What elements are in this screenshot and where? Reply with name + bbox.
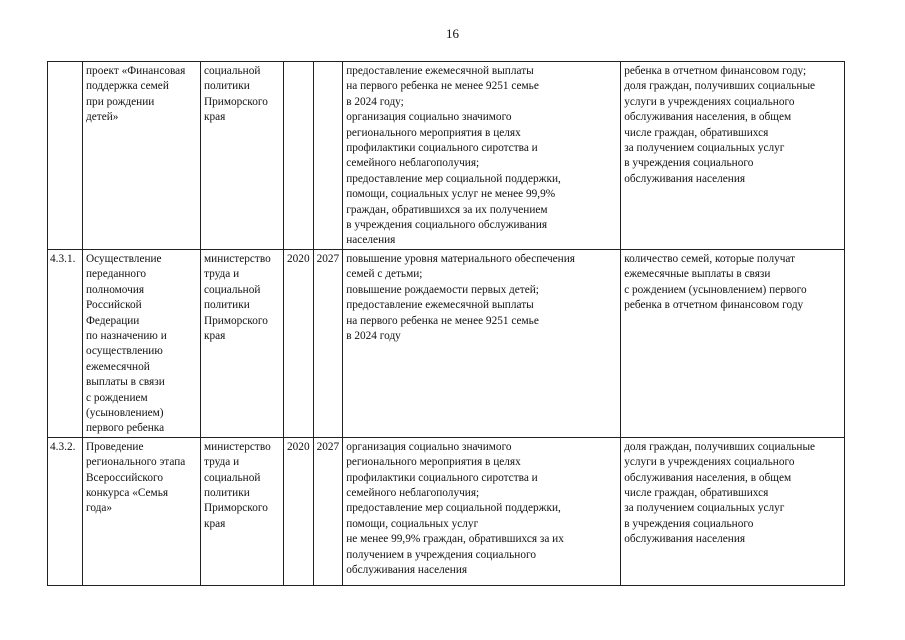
cell-line: Проведение (86, 440, 144, 453)
cell-line: повышение уровня материального обеспечения (346, 252, 575, 265)
cell-line: обслуживания населения, в общем (624, 111, 792, 124)
cell-line: ребенка в отчетном финансовом году; (624, 65, 807, 77)
cell-line: Приморского (204, 95, 268, 108)
cell-line: детей» (86, 111, 119, 124)
cell-line: числе граждан, обратившихся (624, 486, 769, 499)
cell-line: Осуществление (86, 252, 162, 265)
cell-line: обслуживания населения (624, 533, 746, 546)
table-row (48, 62, 845, 250)
cell-line: числе граждан, обратившихся (624, 126, 769, 139)
cell-line: года» (86, 502, 113, 515)
end-year: 2027 (313, 249, 343, 437)
cell-line: услуги в учреждениях социального (624, 95, 795, 108)
cell-line: ежемесячной (86, 360, 150, 373)
cell-line: политики (204, 486, 250, 499)
expected-result (343, 62, 621, 250)
cell-line: количество семей, которые получат (624, 252, 796, 265)
cell-line: в 2024 году; (346, 95, 404, 108)
measure-name (83, 249, 201, 437)
table-row (48, 249, 845, 437)
cell-line: в 2024 году (346, 329, 401, 342)
cell-line: профилактики социального сиротства и (346, 471, 538, 484)
cell-line: ребенка в отчетном финансовом году (624, 299, 804, 312)
executor (201, 437, 284, 585)
cell-line: полномочия (86, 283, 145, 296)
cell-line: министерство (204, 252, 271, 265)
cell-line: ежемесячные выплаты в связи (624, 268, 771, 281)
table-row (48, 437, 845, 585)
cell-line: края (204, 517, 226, 530)
cell-line: края (204, 329, 226, 342)
cell-line: доля граждан, получивших социальные (624, 440, 816, 453)
cell-line: организация социально значимого (346, 440, 512, 453)
cell-line: обслуживания населения, в общем (624, 471, 792, 484)
cell-line: регионального мероприятия в целях (346, 456, 521, 469)
cell-line: за получением социальных услуг (624, 502, 785, 515)
cell-line: обслуживания населения (624, 172, 746, 185)
row-number: 4.3.1. (48, 249, 83, 437)
cell-line: по назначению и (86, 329, 167, 342)
cell-line: в учреждения социального обслуживания (346, 219, 548, 232)
end-year: 2027 (313, 437, 343, 585)
cell-line: организация социально значимого (346, 111, 512, 124)
start-year: 2020 (284, 437, 314, 585)
cell-line: услуги в учреждениях социального (624, 456, 795, 469)
start-year (284, 62, 314, 250)
cell-line: социальной (204, 471, 261, 484)
cell-line: с рождением (86, 391, 148, 404)
expected-result (343, 437, 621, 585)
cell-line: конкурса «Семья (86, 486, 169, 499)
cell-line: помощи, социальных услуг не менее 99,9% (346, 188, 556, 201)
indicator (621, 249, 845, 437)
cell-line: на первого ребенка не менее 9251 семье (346, 80, 539, 93)
cell-line: за получением социальных услуг (624, 142, 785, 155)
expected-result (343, 249, 621, 437)
end-year (313, 62, 343, 250)
cell-line: предоставление ежемесячной выплаты (346, 299, 534, 312)
cell-line: первого ребенка (86, 422, 165, 435)
cell-line: края (204, 111, 226, 124)
cell-line: граждан, обратившихся за их получением (346, 203, 548, 216)
cell-line: предоставление ежемесячной выплаты (346, 65, 534, 77)
cell-line: министерство (204, 440, 271, 453)
cell-line: поддержка семей (86, 80, 169, 93)
cell-line: регионального мероприятия в целях (346, 126, 521, 139)
cell-line: осуществлению (86, 345, 163, 358)
cell-line: переданного (86, 268, 147, 281)
cell-line: в учреждения социального (624, 517, 754, 530)
executor (201, 249, 284, 437)
cell-line: Приморского (204, 314, 268, 327)
indicator (621, 437, 845, 585)
cell-line: политики (204, 299, 250, 312)
cell-line: труда и (204, 456, 240, 469)
cell-line: не менее 99,9% граждан, обратившихся за их (346, 533, 564, 546)
start-year: 2020 (284, 249, 314, 437)
cell-line: политики (204, 80, 250, 93)
cell-line: Приморского (204, 502, 268, 515)
cell-line: населения (346, 234, 396, 247)
cell-line: выплаты в связи (86, 376, 165, 389)
row-number: 4.3.2. (48, 437, 83, 585)
measure-name (83, 62, 201, 250)
cell-line: Всероссийского (86, 471, 163, 484)
executor (201, 62, 284, 250)
cell-line: получением в учреждения социального (346, 548, 536, 561)
cell-line: труда и (204, 268, 240, 281)
cell-line: социальной (204, 283, 261, 296)
measures-table (47, 61, 845, 586)
cell-line: доля граждан, получивших социальные (624, 80, 816, 93)
cell-line: семейного неблагополучия; (346, 157, 480, 170)
cell-line: социальной (204, 65, 261, 77)
cell-line: Федерации (86, 314, 140, 327)
indicator (621, 62, 845, 250)
cell-line: профилактики социального сиротства и (346, 142, 538, 155)
cell-line: проект «Финансовая (86, 65, 186, 77)
cell-line: помощи, социальных услуг (346, 517, 479, 530)
cell-line: с рождением (усыновлением) первого (624, 283, 807, 296)
cell-line: (усыновлением) (86, 406, 164, 419)
cell-line: семей с детьми; (346, 268, 423, 281)
cell-line: предоставление мер социальной поддержки, (346, 172, 561, 185)
cell-line: регионального этапа (86, 456, 186, 469)
cell-line: Российской (86, 299, 142, 312)
cell-line: предоставление мер социальной поддержки, (346, 502, 561, 515)
row-number (48, 62, 83, 250)
cell-line: в учреждения социального (624, 157, 754, 170)
cell-line: обслуживания населения (346, 564, 468, 576)
measure-name (83, 437, 201, 585)
cell-line: повышение рождаемости первых детей; (346, 283, 539, 296)
cell-line: семейного неблагополучия; (346, 486, 480, 499)
cell-line: на первого ребенка не менее 9251 семье (346, 314, 539, 327)
page-number: 16 (446, 26, 459, 41)
cell-line: при рождении (86, 95, 155, 108)
